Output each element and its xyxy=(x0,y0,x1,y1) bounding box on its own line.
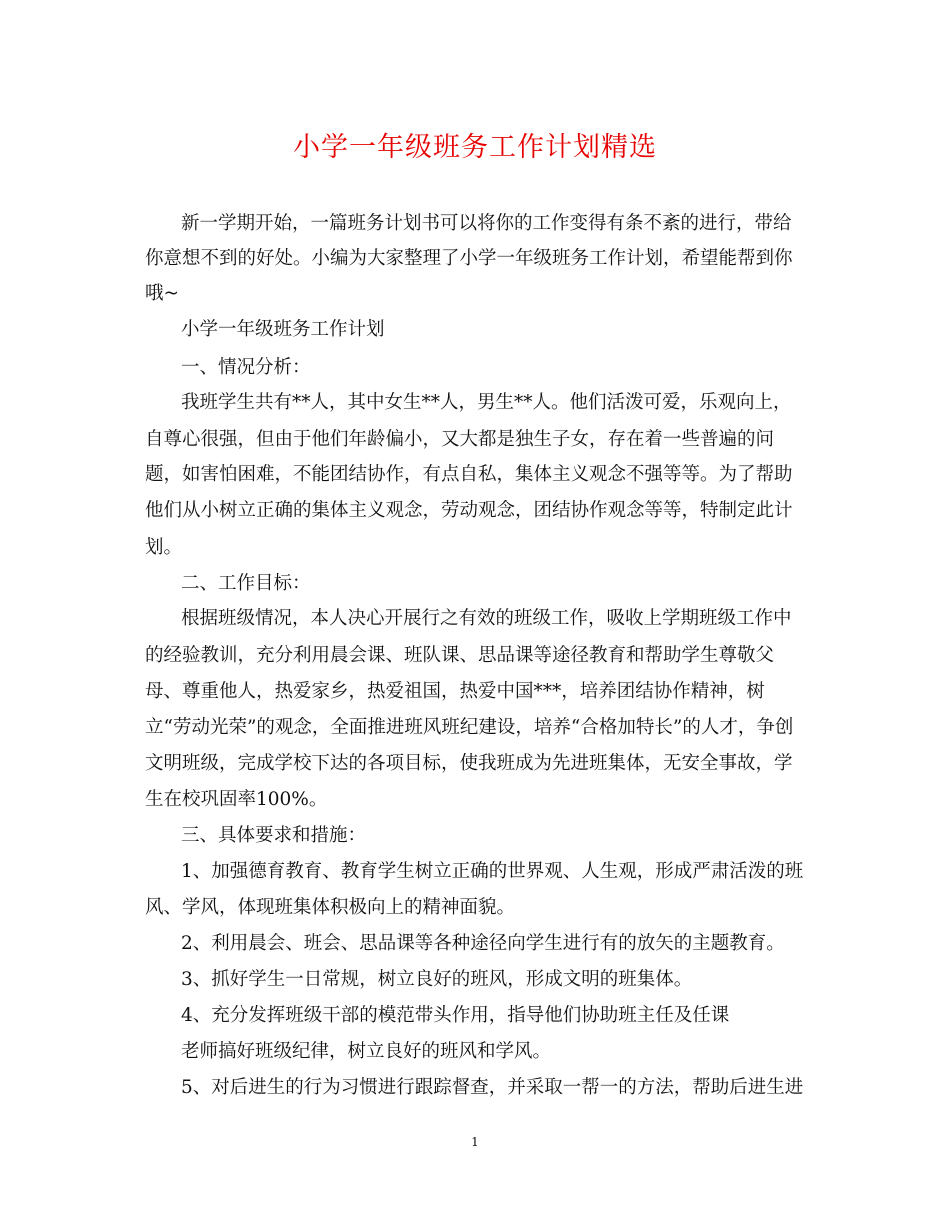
body-line-17: 生在校巩固率100%。 xyxy=(145,789,328,810)
body-line-13: 的经验教训，充分利用晨会课、班队课、思品课等途径教育和帮助学生尊敬父 xyxy=(145,645,775,666)
body-line-14: 母、尊重他人，热爱家乡，热爱祖国，热爱中国***，培养团结协作精神，树 xyxy=(145,681,765,702)
body-line-2: 你意想不到的好处。小编为大家整理了小学一年级班务工作计划，希望能帮到你 xyxy=(145,248,793,269)
body-line-19: 1、加强德育教育、教育学生树立正确的世界观、人生观，形成严肃活泼的班 xyxy=(181,861,804,882)
page-number: 1 xyxy=(471,1135,479,1149)
body-line-10: 划。 xyxy=(145,537,183,558)
body-line-3: 哦~ xyxy=(145,283,180,304)
section-heading-1: 一、情况分析： xyxy=(181,357,311,378)
body-line-8: 题，如害怕困难，不能团结协作，有点自私，集体主义观念不强等等。为了帮助 xyxy=(145,464,793,485)
body-line-12: 根据班级情况，本人决心开展行之有效的班级工作，吸收上学期班级工作中 xyxy=(181,608,792,629)
document-title: 小学一年级班务工作计划精选 xyxy=(293,132,657,163)
body-line-20: 风、学风，体现班集体积极向上的精神面貌。 xyxy=(145,897,516,918)
body-line-22: 3、抓好学生一日常规，树立良好的班风，形成文明的班集体。 xyxy=(181,969,693,990)
body-line-16: 文明班级，完成学校下达的各项目标，使我班成为先进班集体，无安全事故，学 xyxy=(145,753,793,774)
section-heading-3: 三、具体要求和措施： xyxy=(181,825,367,846)
body-line-21: 2、利用晨会、班会、思品课等各种途径向学生进行有的放矢的主题教育。 xyxy=(181,933,785,954)
body-line-6: 我班学生共有**人，其中女生**人，男生**人。他们活泼可爱，乐观向上， xyxy=(181,392,792,413)
body-line-7: 自尊心很强，但由于他们年龄偏小，又大都是独生子女，存在着一些普遍的问 xyxy=(145,429,775,450)
body-line-23: 4、充分发挥班级干部的模范带头作用，指导他们协助班主任及任课 xyxy=(181,1005,730,1026)
section-heading-2: 二、工作目标： xyxy=(181,573,311,594)
body-line-24: 老师搞好班级纪律，树立良好的班风和学风。 xyxy=(181,1041,552,1062)
body-line-15: 立“劳动光荣”的观念，全面推进班风班纪建设，培养“合格加特长”的人才，争创 xyxy=(145,717,794,738)
body-line-25: 5、对后进生的行为习惯进行跟踪督查，并采取一帮一的方法，帮助后进生进 xyxy=(181,1077,804,1098)
body-line-9: 他们从小树立正确的集体主义观念，劳动观念，团结协作观念等等，特制定此计 xyxy=(145,500,793,521)
body-line-1: 新一学期开始，一篇班务计划书可以将你的工作变得有条不紊的进行，带给 xyxy=(181,213,792,234)
section-heading-plan: 小学一年级班务工作计划 xyxy=(181,319,385,340)
